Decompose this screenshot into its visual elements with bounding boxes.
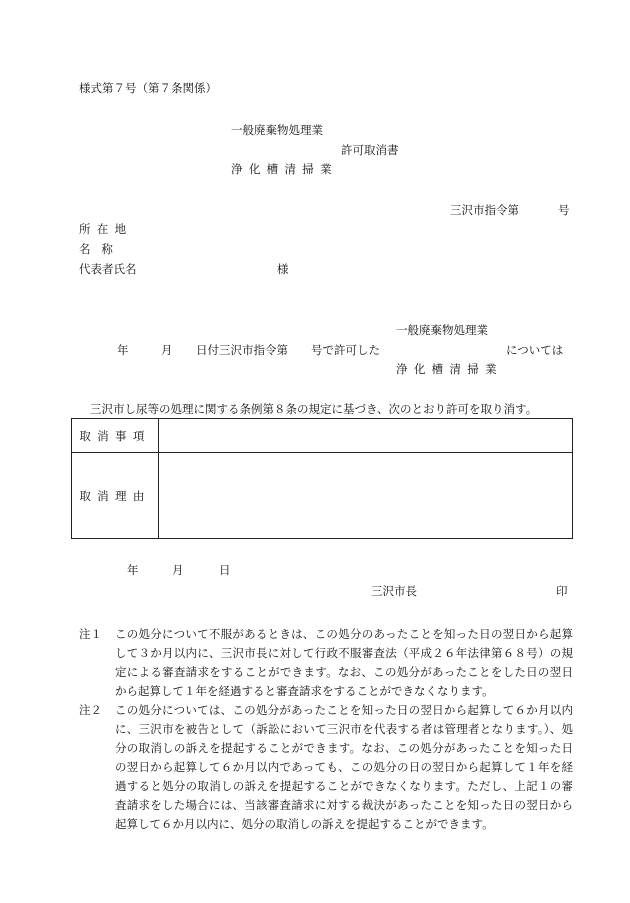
notes-section <box>79 625 573 834</box>
note-2 <box>79 701 573 834</box>
permit-month: 月 <box>161 343 173 357</box>
doc-number-prefix: 三沢市指令第 <box>450 203 519 217</box>
representative-label: 代表者氏名 <box>79 262 137 276</box>
revocation-statement: 三沢市し尿等の処理に関する条例第８条の規定に基づき、次のとおり許可を取り消す。 <box>90 402 538 416</box>
title-business-type-2: 浄化槽清掃業 <box>231 162 338 176</box>
note-label: 注１ <box>79 627 102 641</box>
revocation-matter-label: 取消事項 <box>72 419 159 453</box>
note-text: この処分について不服があるときは、この処分のあったことを知った日の翌日から起算して３か月以内に、三沢市長に対して行政不服審査法（平成２６年法律第６８号）の規定による審査請求をすることができます。なお、この処分があったことをした日の翌日から起算して１年を経過すると審査請求をすることができなくなります。 <box>115 627 573 698</box>
revocation-matter-value <box>159 419 573 453</box>
table-row <box>72 453 573 539</box>
honorific: 様 <box>277 262 289 276</box>
permit-day-text: 日付三沢市指令第 <box>196 343 288 357</box>
document-title: 許可取消書 <box>341 143 399 157</box>
address-label: 所在地 <box>79 222 133 236</box>
note-text: この処分については、この処分があったことを知った日の翌日から起算して６か月以内に、三沢市を被告として（訴訟において三沢市を代表する者は管理者となります。）、処分の取消しの訴えを提起することができます。なお、この処分があったことを知った日の翌日から起算して６か月以内であっても、この処分の日の翌日から起算して１年を経過すると処分の取消しの訴えを提起することができなくなります。ただし、上記１の審査請求をした場合には、当該審査請求に対する裁決があったことを知った日の翌日から起算して６か月以内に、処分の取消しの訴えを提起することができます。 <box>115 703 573 831</box>
permit-year: 年 <box>117 343 129 357</box>
seal-mark: 印 <box>556 584 568 598</box>
regarding-text: については <box>506 343 564 357</box>
revocation-reason-value <box>159 453 573 539</box>
date-day: 日 <box>219 563 231 577</box>
note-label: 注２ <box>79 703 102 717</box>
name-label: 名称 <box>79 242 124 256</box>
revocation-table <box>71 418 573 539</box>
mayor-title: 三沢市長 <box>371 584 417 598</box>
note-1 <box>79 625 573 701</box>
form-number: 様式第７号（第７条関係） <box>79 81 217 95</box>
table-row <box>72 419 573 453</box>
title-business-type-1: 一般廃棄物処理業 <box>231 123 323 137</box>
doc-number-suffix: 号 <box>558 203 570 217</box>
permit-number-text: 号で許可した <box>311 343 380 357</box>
date-year: 年 <box>127 563 139 577</box>
permit-type-2: 浄化槽清掃業 <box>396 362 503 376</box>
revocation-reason-label: 取消理由 <box>72 453 159 539</box>
permit-type-1: 一般廃棄物処理業 <box>396 323 488 337</box>
date-month: 月 <box>172 563 184 577</box>
